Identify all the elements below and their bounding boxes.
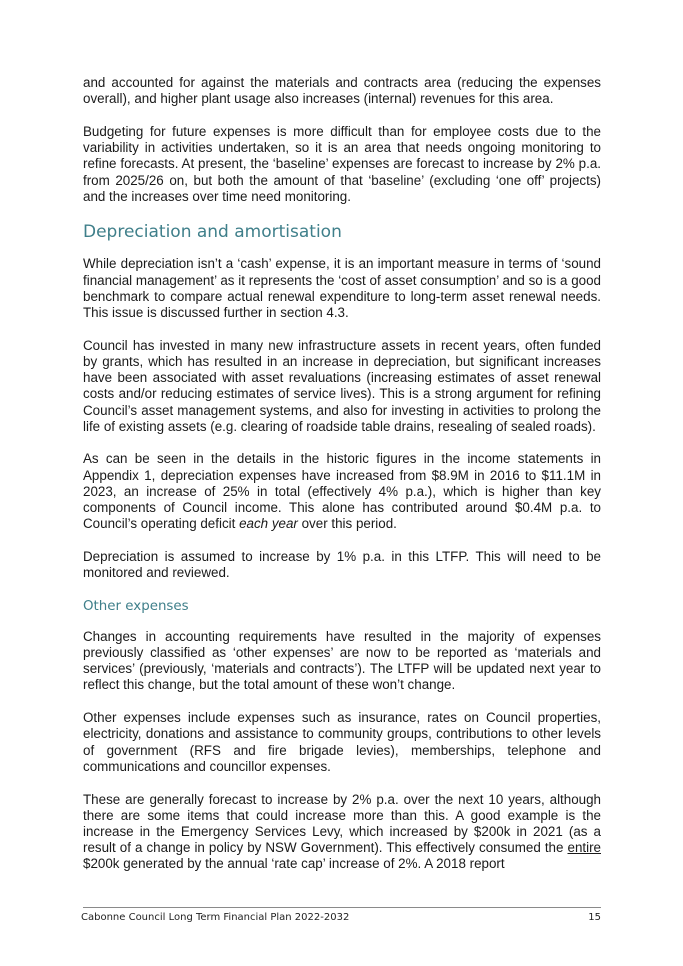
intro-paragraph-1: and accounted for against the materials and contracts area (reducing the expenses overall), and higher plant usage also increases (internal) revenues for this area.: [83, 75, 601, 107]
other-expenses-paragraph-2: Other expenses include expenses such as insurance, rates on Council properties, electricity, donations and assistance to community groups, contributions to other levels of government (RFS and fire brigade levies), memberships, telephone and communications and councillor expenses.: [83, 710, 601, 774]
depreciation-p3-text-end: over this period.: [297, 516, 397, 532]
depreciation-paragraph-1: While depreciation isn’t a ‘cash’ expense, it is an important measure in terms of ‘sound financial management’ as it represents the ‘cost of asset consumption’ and so is a good benchmark to compare actual renewal expenditure to long-term asset renewal needs. This issue is discussed further in section 4.3.: [83, 256, 601, 321]
depreciation-heading: Depreciation and amortisation: [83, 222, 342, 243]
intro-paragraph-2: Budgeting for future expenses is more difficult than for employee costs due to the variability in activities undertaken, so it is an area that needs ongoing monitoring to refine forecasts. At present, the ‘baseline’ expenses are forecast to increase by 2% p.a. from 2025/26 on, but both the amount of that ‘baseline’ (excluding ‘one off’ projects) and the increases over time need monitoring.: [83, 123, 601, 204]
page-content: [83, 75, 601, 889]
other-expenses-p3-text: These are generally forecast to increase by 2% p.a. over the next 10 years, although there are some items that could increase more than this. A good example is the increase in the Emergency Services Levy, which increased by $200k in 2021 (as a result of a change in policy by NSW Government). This effectively consumed the: [83, 791, 601, 856]
page-footer: [83, 907, 601, 923]
depreciation-paragraph-3: [83, 451, 601, 532]
depreciation-paragraph-4: Depreciation is assumed to increase by 1% p.a. in this LTFP. This will need to be monitored and reviewed.: [83, 548, 601, 581]
other-expenses-paragraph-3: [83, 792, 601, 873]
other-expenses-paragraph-1: Changes in accounting requirements have resulted in the majority of expenses previously classified as ‘other expenses’ are now to be reported as ‘materials and services’ (previously, ‘materials and contracts’). The LTFP will be updated next year to reflect this change, but the total amount of these won’t change.: [83, 628, 601, 693]
page-number: 15: [588, 912, 601, 923]
other-expenses-heading: Other expenses: [83, 598, 189, 614]
depreciation-p3-text: As can be seen in the details in the historic figures in the income statements in Appendix 1, depreciation expenses have increased from $8.9M in 2016 to $11.1M in 2023, an increase of 25% in total (effectively 4% p.a.), which is higher than key components of Council income. This alone has contributed around $0.4M p.a. to Council’s operating deficit: [83, 451, 601, 532]
other-expenses-p3-text-end: $200k generated by the annual ‘rate cap’ increase of 2%. A 2018 report: [83, 856, 505, 872]
depreciation-p3-emphasis: each year: [239, 516, 298, 532]
footer-title: Cabonne Council Long Term Financial Plan 2022-2032: [81, 912, 350, 923]
depreciation-paragraph-2: Council has invested in many new infrastructure assets in recent years, often funded by grants, which has resulted in an increase in depreciation, but significant increases have been associated with asset revaluations (increasing estimates of asset renewal costs and/or reducing estimates of service lives). This is a strong argument for refining Council’s asset management systems, and also for investing in activities to prolong the life of existing assets (e.g. clearing of roadside table drains, resealing of sealed roads).: [83, 337, 601, 434]
other-expenses-p3-underline: entire: [567, 840, 601, 856]
